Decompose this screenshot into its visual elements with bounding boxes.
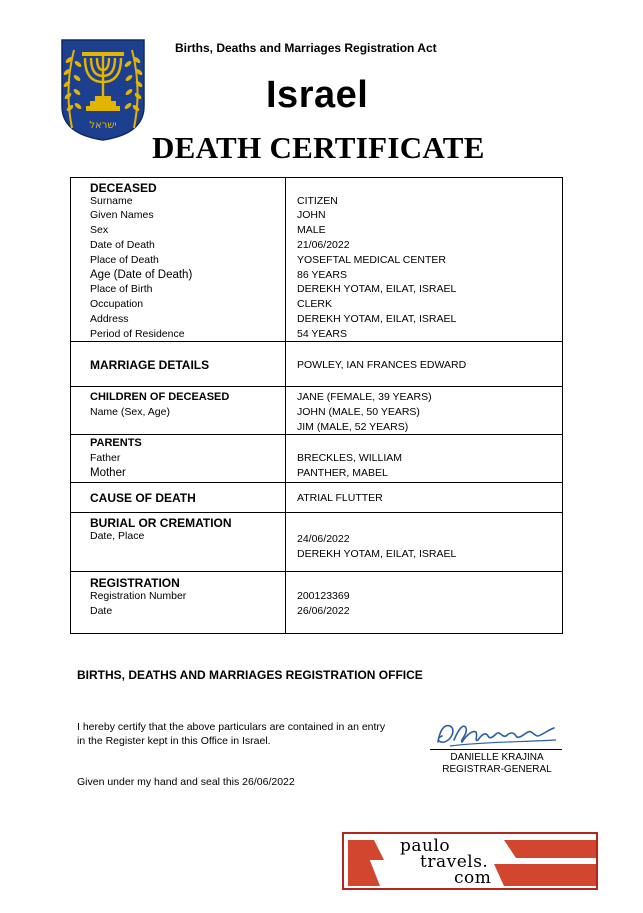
father-value: BRECKLES, WILLIAM [297, 452, 403, 464]
country-name: Israel [266, 74, 369, 116]
father-label: Father [90, 452, 121, 464]
deceased-heading: DECEASED [90, 181, 157, 195]
watermark-line-2: travels. [420, 852, 489, 872]
surname-label: Surname [90, 195, 133, 207]
registration-heading: REGISTRATION [90, 576, 180, 590]
registration-number-value: 200123369 [297, 590, 350, 602]
parents-heading: PARENTS [90, 437, 142, 449]
registration-number-label: Registration Number [90, 590, 187, 602]
registration-date-value: 26/06/2022 [297, 605, 350, 617]
residence-label: Period of Residence [90, 328, 185, 340]
surname-value: CITIZEN [297, 195, 338, 207]
age-label: Age (Date of Death) [90, 269, 193, 281]
child-2: JOHN (MALE, 50 YEARS) [297, 406, 420, 418]
document-title: DEATH CERTIFICATE [152, 130, 485, 165]
mother-label: Mother [90, 467, 126, 479]
address-label: Address [90, 313, 129, 325]
child-1: JANE (FEMALE, 39 YEARS) [297, 391, 432, 403]
burial-date: 24/06/2022 [297, 533, 350, 545]
sex-value: MALE [297, 224, 326, 236]
act-title: Births, Deaths and Marriages Registration Act [175, 41, 437, 55]
watermark-line-1: paulo [400, 836, 451, 856]
place-of-death-value: YOSEFTAL MEDICAL CENTER [297, 254, 446, 266]
given-statement: Given under my hand and seal this 26/06/2022 [77, 776, 295, 788]
signature-line [430, 749, 562, 750]
occupation-label: Occupation [90, 298, 144, 310]
place-of-birth-value: DEREKH YOTAM, EILAT, ISRAEL [297, 283, 457, 295]
burial-section [71, 513, 562, 572]
watermark-line-3: com [454, 868, 492, 888]
age-value: 86 YEARS [297, 269, 348, 281]
registrar-name: DANIELLE KRAJINA [450, 752, 544, 763]
emblem-text: ישראל [89, 120, 117, 131]
cause-section [71, 483, 562, 513]
marriage-value: POWLEY, IAN FRANCES EDWARD [297, 359, 467, 371]
burial-place: DEREKH YOTAM, EILAT, ISRAEL [297, 548, 457, 560]
occupation-value: CLERK [297, 298, 333, 310]
place-of-birth-label: Place of Birth [90, 283, 153, 295]
certify-line-1: I hereby certify that the above particulars are contained in an entry [77, 721, 386, 733]
parents-section [71, 435, 562, 483]
registrar-title: REGISTRAR-GENERAL [442, 764, 552, 775]
mother-value: PANTHER, MABEL [297, 467, 388, 479]
registrar-signature [430, 716, 560, 750]
date-of-death-label: Date of Death [90, 239, 155, 251]
registration-date-label: Date [90, 605, 113, 617]
state-emblem [60, 38, 146, 142]
cause-value: ATRIAL FLUTTER [297, 492, 383, 504]
office-title: BIRTHS, DEATHS AND MARRIAGES REGISTRATION OFFICE [77, 668, 423, 682]
watermark-logo [342, 832, 598, 890]
children-label: Name (Sex, Age) [90, 406, 170, 418]
marriage-heading: MARRIAGE DETAILS [90, 358, 210, 372]
children-section [71, 387, 562, 435]
registration-section [71, 572, 562, 633]
cause-heading: CAUSE OF DEATH [90, 491, 196, 505]
child-3: JIM (MALE, 52 YEARS) [297, 421, 409, 433]
burial-heading: BURIAL OR CREMATION [90, 516, 232, 530]
certify-line-2: in the Register kept in this Office in Israel. [77, 735, 271, 747]
date-of-death-value: 21/06/2022 [297, 239, 350, 251]
marriage-section [71, 342, 562, 387]
sex-label: Sex [90, 224, 109, 236]
children-heading: CHILDREN OF DECEASED [90, 391, 230, 403]
address-value: DEREKH YOTAM, EILAT, ISRAEL [297, 313, 457, 325]
residence-value: 54 YEARS [297, 328, 348, 340]
certificate-table [70, 177, 563, 634]
given-names-label: Given Names [90, 209, 154, 221]
deceased-section [71, 178, 562, 342]
place-of-death-label: Place of Death [90, 254, 159, 266]
given-names-value: JOHN [297, 209, 326, 221]
burial-label: Date, Place [90, 530, 145, 542]
